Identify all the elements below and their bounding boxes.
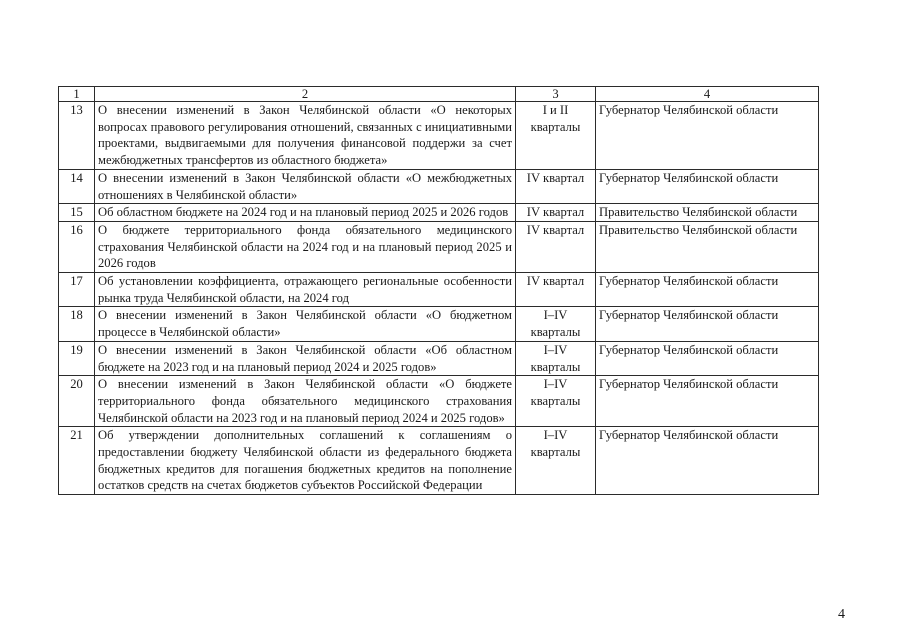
table-row [59, 307, 819, 341]
header-col-4: 4 [596, 87, 819, 102]
table-row [59, 102, 819, 170]
responsible-party: Губернатор Челябинской области [596, 427, 819, 495]
row-number: 17 [59, 273, 95, 307]
table-header-row [59, 87, 819, 102]
bill-title: О внесении изменений в Закон Челябинской области «Об областном бюджете на 2023 год и на плановый период 2024 и 2025 годов» [95, 341, 516, 375]
bill-title: Об установлении коэффициента, отражающего региональные особенности рынка труда Челябинской области, на 2024 год [95, 273, 516, 307]
bill-title: О внесении изменений в Закон Челябинской области «О некоторых вопросах правового регулирования отношений, связанных с инициативными проектами, выдвигаемыми для получения финансовой поддержи за счет межбюджетных трансфертов из областного бюджета» [95, 102, 516, 170]
bill-title: О бюджете территориального фонда обязательного медицинского страхования Челябинской области на 2024 год и на плановый период 2025 и 2026 годов [95, 221, 516, 272]
bill-title: О внесении изменений в Закон Челябинской области «О бюджетном процессе в Челябинской области» [95, 307, 516, 341]
row-number: 15 [59, 204, 95, 222]
table-row [59, 273, 819, 307]
table-row [59, 376, 819, 427]
table-row [59, 169, 819, 203]
submission-period: IV квартал [516, 204, 596, 222]
table-row [59, 221, 819, 272]
submission-period: IV квартал [516, 221, 596, 272]
bill-title: О внесении изменений в Закон Челябинской области «О межбюджетных отношениях в Челябинской области» [95, 169, 516, 203]
row-number: 13 [59, 102, 95, 170]
row-number: 21 [59, 427, 95, 495]
row-number: 16 [59, 221, 95, 272]
table-row [59, 341, 819, 375]
responsible-party: Правительство Челябинской области [596, 204, 819, 222]
submission-period: I–IV кварталы [516, 307, 596, 341]
table-row [59, 204, 819, 222]
legislation-plan-table [58, 86, 819, 495]
responsible-party: Правительство Челябинской области [596, 221, 819, 272]
submission-period: IV квартал [516, 273, 596, 307]
bill-title: Об областном бюджете на 2024 год и на плановый период 2025 и 2026 годов [95, 204, 516, 222]
responsible-party: Губернатор Челябинской области [596, 273, 819, 307]
responsible-party: Губернатор Челябинской области [596, 102, 819, 170]
responsible-party: Губернатор Челябинской области [596, 307, 819, 341]
page-number: 4 [838, 607, 845, 622]
header-col-1: 1 [59, 87, 95, 102]
submission-period: I и II кварталы [516, 102, 596, 170]
bill-title: О внесении изменений в Закон Челябинской области «О бюджете территориального фонда обязательного медицинского страхования Челябинской области на 2023 год и на плановый период 2024 и 2025 годов» [95, 376, 516, 427]
table-row [59, 427, 819, 495]
responsible-party: Губернатор Челябинской области [596, 341, 819, 375]
responsible-party: Губернатор Челябинской области [596, 169, 819, 203]
responsible-party: Губернатор Челябинской области [596, 376, 819, 427]
row-number: 18 [59, 307, 95, 341]
row-number: 20 [59, 376, 95, 427]
row-number: 19 [59, 341, 95, 375]
submission-period: IV квартал [516, 169, 596, 203]
submission-period: I–IV кварталы [516, 376, 596, 427]
submission-period: I–IV кварталы [516, 341, 596, 375]
bill-title: Об утверждении дополнительных соглашений к соглашениям о предоставлении бюджету Челябинской области из федерального бюджета бюджетных кредитов для погашения бюджетных кредитов на пополнение остатков средств на счетах бюджетов субъектов Российской Федерации [95, 427, 516, 495]
row-number: 14 [59, 169, 95, 203]
header-col-2: 2 [95, 87, 516, 102]
submission-period: I–IV кварталы [516, 427, 596, 495]
header-col-3: 3 [516, 87, 596, 102]
